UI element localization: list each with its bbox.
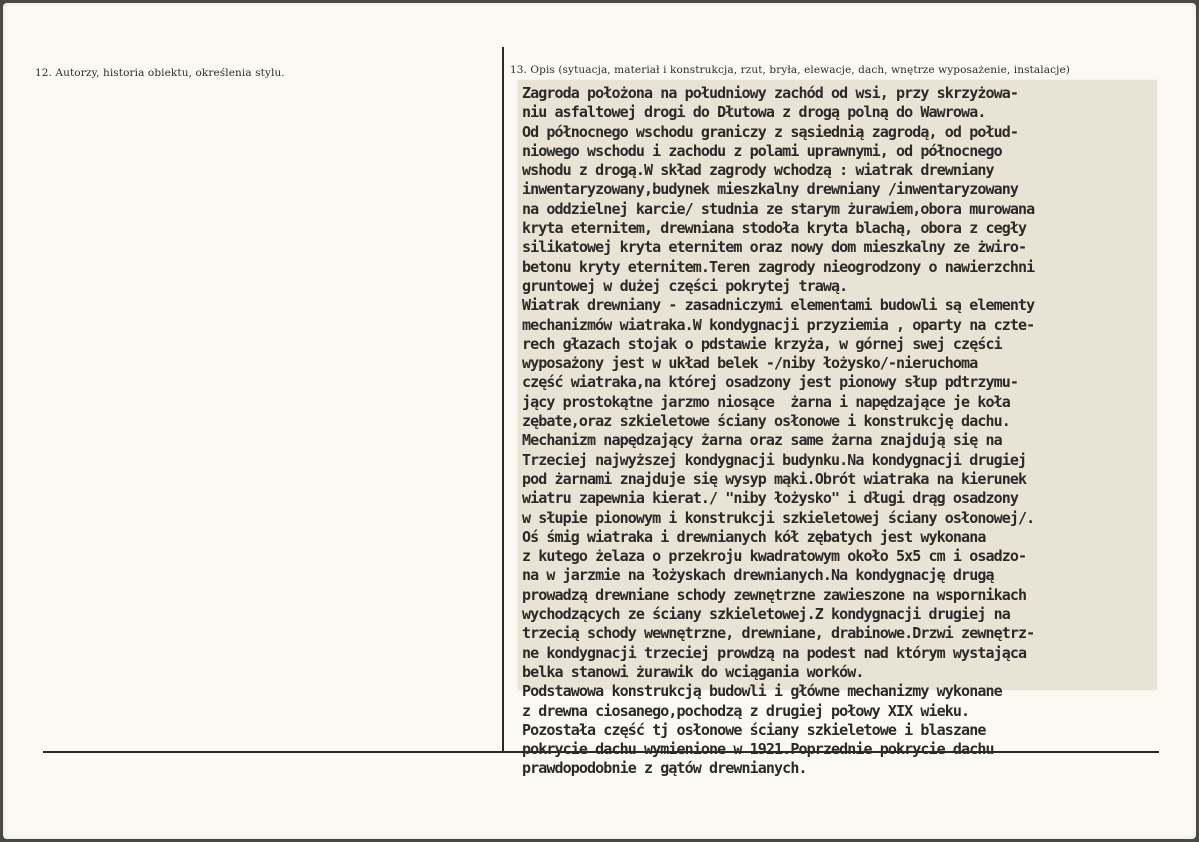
description-line: część wiatraka,na której osadzony jest pionowy słup pdtrzymu- (522, 373, 1018, 392)
description-line: wychodzących ze ściany szkieletowej.Z kondygnacji drugiej na (522, 605, 1010, 624)
description-line: z kutego żelaza o przekroju kwadratowym około 5x5 cm i osadzo- (522, 547, 1027, 566)
description-line: kryta eternitem, drewniana stodoła kryta blachą, obora z cegły (522, 219, 1027, 238)
description-line: zębate,oraz szkieletowe ściany osłonowe i konstrukcję dachu. (522, 412, 1010, 431)
description-line: silikatowej kryta eternitem oraz nowy dom mieszkalny ze żwiro- (522, 238, 1027, 257)
description-line: wyposażony jest w układ belek -/niby łożysko/-nieruchoma (522, 354, 978, 373)
description-line: Oś śmig wiatraka i drewnianych kół zębatych jest wykonana (522, 527, 986, 546)
description-line: prawdopodobnie z gątów drewnianych. (522, 759, 807, 778)
description-line: z drewna ciosanego,pochodzą z drugiej połowy XIX wieku. (522, 701, 970, 720)
description-line: mechanizmów wiatraka.W kondygnacji przyziemia , oparty na czte- (522, 315, 1035, 334)
description-line: w słupie pionowym i konstrukcji szkieletowej ściany osłonowej/. (522, 508, 1035, 527)
description-line: belka stanowi żurawik do wciągania worków. (522, 662, 864, 681)
description-line: Od północnego wschodu graniczy z sąsiednią zagrodą, od połud- (522, 122, 1018, 141)
description-line: rech głazach stojak o pdstawie krzyża, w górnej swej części (522, 334, 1002, 353)
description-line: Pozostała część tj osłonowe ściany szkieletowe i blaszane (522, 720, 986, 739)
description-line: Zagroda położona na południowy zachód od wsi, przy skrzyżowa- (522, 84, 1018, 102)
description-line: ne kondygnacji trzeciej prowdzą na podest nad którym wystająca (522, 643, 1027, 662)
description-line: pod żarnami znajduje się wysyp mąki.Obrót wiatraka na kierunek (522, 469, 1027, 488)
description-line: jący prostokątne jarzmo niosące żarna i napędzające je koła (522, 392, 1010, 411)
column-divider (502, 47, 504, 753)
description-line: wshodu z drogą.W skład zagrody wchodzą : wiatrak drewniany (522, 161, 994, 180)
description-line: niowego wschodu i zachodu z polami uprawnymi, od północnego (522, 141, 1002, 160)
description-line: niu asfaltowej drogi do Dłutowa z drogą polną do Wawrowa. (522, 103, 986, 122)
description-line: trzecią schody wewnętrzne, drewniane, drabinowe.Drzwi zewnętrz- (522, 624, 1035, 643)
section-12-heading: 12. Autorzy, historia obiektu, określenia stylu. (35, 67, 285, 79)
description-line: Trzeciej najwyższej kondygnacji budynku.Na kondygnacji drugiej (522, 450, 1027, 469)
description-line: wiatru zapewnia kierat./ "niby łożysko" i długi drąg osadzony (522, 489, 1018, 508)
description-line: na oddzielnej karcie/ studnia ze starym żurawiem,obora murowana (522, 199, 1035, 218)
description-line: gruntowej w dużej części pokrytej trawą. (522, 276, 848, 295)
description-line: Podstawowa konstrukcją budowli i główne mechanizmy wykonane (522, 682, 1002, 701)
description-text (522, 84, 1157, 779)
description-line: Mechanizm napędzający żarna oraz same żarna znajdują się na (522, 431, 1002, 450)
description-line: betonu kryty eternitem.Teren zagrody nieogrodzony o nawierzchni (522, 257, 1035, 276)
description-line: na w jarzmie na łożyskach drewnianych.Na kondygnację drugą (522, 566, 994, 585)
description-line: Wiatrak drewniany - zasadniczymi elementami budowli są elementy (522, 296, 1035, 315)
section-13-heading: 13. Opis (sytuacja, materiał i konstrukcja, rzut, bryła, elewacje, dach, wnętrze wyposażenie, instalacje) (510, 64, 1070, 76)
record-card-sheet (3, 3, 1196, 839)
pasted-typescript (518, 80, 1157, 778)
description-line: pokrycie dachu wymienione w 1921.Poprzednie pokrycie dachu (522, 740, 994, 759)
description-line: prowadzą drewniane schody zewnętrzne zawieszone na wspornikach (522, 585, 1027, 604)
description-line: inwentaryzowany,budynek mieszkalny drewniany /inwentaryzowany (522, 180, 1018, 199)
